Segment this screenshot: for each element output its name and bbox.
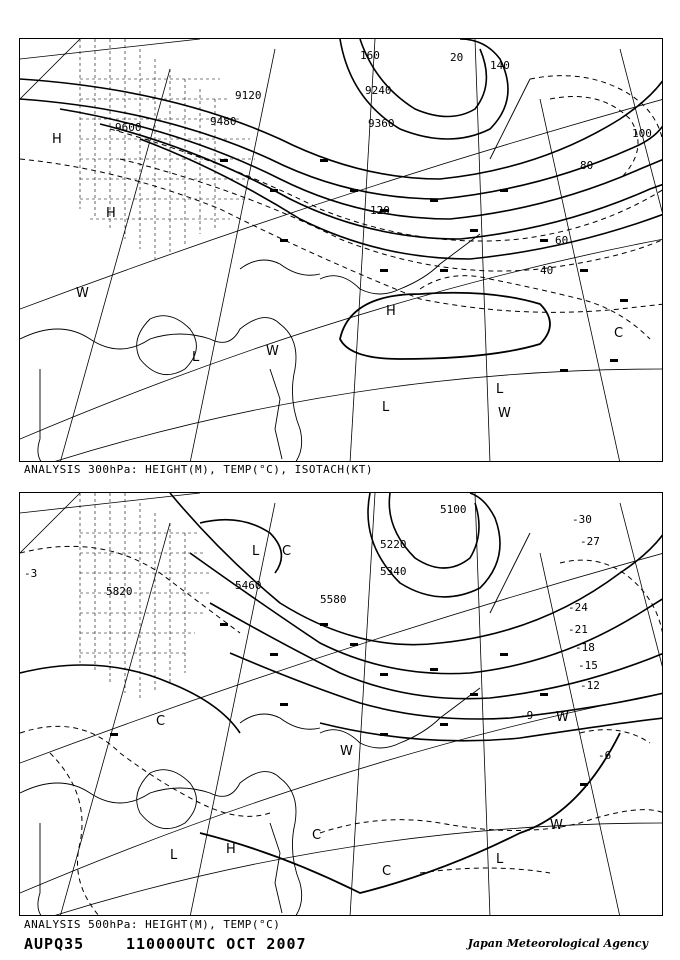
temperature-hatching bbox=[80, 39, 255, 259]
isotach-label: 100 bbox=[632, 127, 652, 140]
temp-label: -30 bbox=[572, 513, 592, 526]
height-contours bbox=[20, 493, 663, 741]
height-label: 9600 bbox=[115, 121, 142, 134]
warm-symbol: W bbox=[556, 710, 569, 725]
low-pressure-symbol: L bbox=[252, 544, 260, 559]
cold-symbol: C bbox=[312, 828, 322, 843]
low-pressure-symbol: L bbox=[496, 852, 504, 867]
caption-500hpa: ANALYSIS 500hPa: HEIGHT(M), TEMP(°C) bbox=[24, 918, 281, 931]
high-pressure-symbol: H bbox=[106, 206, 116, 221]
isotach-label: 80 bbox=[580, 159, 594, 172]
isotach-label: 120 bbox=[370, 204, 390, 217]
cold-symbol: C bbox=[282, 544, 292, 559]
temp-label: -6 bbox=[598, 749, 612, 762]
warm-symbol: W bbox=[340, 744, 353, 759]
low-pressure-symbol: L bbox=[192, 350, 200, 365]
temp-label: -12 bbox=[580, 679, 600, 692]
agency-credit: Japan Meteorological Agency bbox=[467, 937, 648, 950]
map-300hpa-canvas bbox=[20, 39, 663, 462]
height-label: 5460 bbox=[235, 579, 262, 592]
temp-label: -18 bbox=[575, 641, 595, 654]
temp-label: -3 bbox=[24, 567, 38, 580]
cold-symbol: C bbox=[382, 864, 392, 879]
isotach-label: 20 bbox=[450, 51, 464, 64]
height-label: 5820 bbox=[106, 585, 133, 598]
graticule bbox=[20, 493, 663, 916]
low-pressure-symbol: L bbox=[170, 848, 178, 863]
isotach-label: 160 bbox=[360, 49, 380, 62]
graticule bbox=[20, 39, 663, 462]
height-label: 9480 bbox=[210, 115, 237, 128]
caption-300hpa: ANALYSIS 300hPa: HEIGHT(M), TEMP(°C), ISOTACH(KT) bbox=[24, 463, 374, 476]
coastlines bbox=[20, 533, 530, 916]
jet-core-contour bbox=[340, 293, 550, 359]
map-500hpa-canvas bbox=[20, 493, 663, 916]
height-contours bbox=[20, 39, 663, 259]
analysis-300hpa-map bbox=[19, 38, 663, 462]
height-label: 9120 bbox=[235, 89, 262, 102]
height-label: 5580 bbox=[320, 593, 347, 606]
cold-symbol: C bbox=[156, 714, 166, 729]
warm-symbol: W bbox=[498, 406, 511, 421]
height-label: 9360 bbox=[368, 117, 395, 130]
height-label: 5100 bbox=[440, 503, 467, 516]
temp-label: -24 bbox=[568, 601, 588, 614]
temp-label: -9 bbox=[520, 709, 534, 722]
ridge-contour bbox=[200, 733, 620, 893]
high-pressure-symbol: H bbox=[386, 304, 396, 319]
high-pressure-symbol: H bbox=[226, 842, 236, 857]
height-label: 9240 bbox=[365, 84, 392, 97]
high-pressure-symbol: H bbox=[52, 132, 62, 147]
height-label: 5340 bbox=[380, 565, 407, 578]
temp-label: -15 bbox=[578, 659, 598, 672]
isotachs bbox=[20, 76, 663, 339]
isotach-label: 40 bbox=[540, 264, 554, 277]
analysis-500hpa-map bbox=[19, 492, 663, 916]
cold-symbol: C bbox=[614, 326, 624, 341]
low-pressure-symbol: L bbox=[382, 400, 390, 415]
temp-label: -21 bbox=[568, 623, 588, 636]
warm-symbol: W bbox=[550, 818, 563, 833]
isotach-label: 60 bbox=[555, 234, 569, 247]
temp-label: -27 bbox=[580, 535, 600, 548]
low-pressure-symbol: L bbox=[496, 382, 504, 397]
valid-time: 110000UTC OCT 2007 bbox=[126, 935, 307, 953]
height-label: 5220 bbox=[380, 538, 407, 551]
warm-symbol: W bbox=[76, 286, 89, 301]
isotach-label: 140 bbox=[490, 59, 510, 72]
warm-symbol: W bbox=[266, 344, 279, 359]
chart-id: AUPQ35 bbox=[24, 935, 85, 953]
